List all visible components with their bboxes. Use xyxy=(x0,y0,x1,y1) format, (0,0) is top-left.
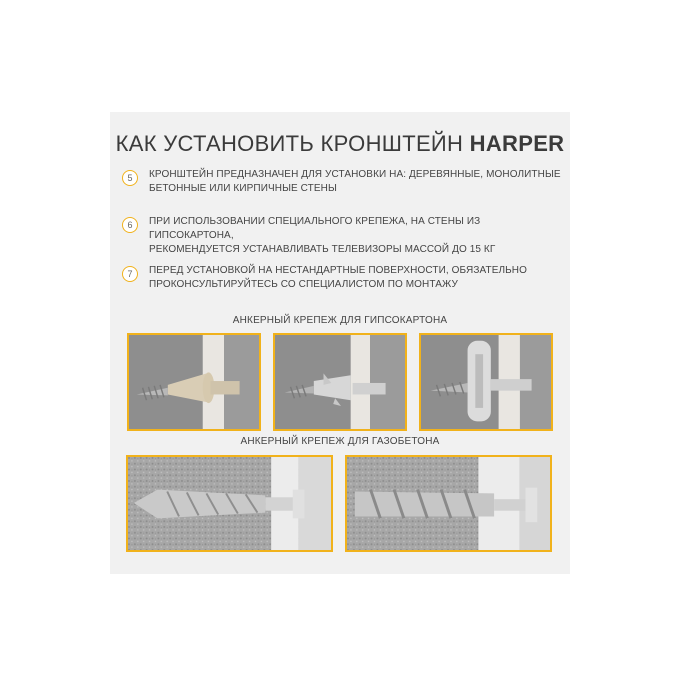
step-text: КРОНШТЕЙН ПРЕДНАЗНАЧЕН ДЛЯ УСТАНОВКИ НА: ДЕРЕВЯННЫЕ, МОНОЛИТНЫЕ БЕТОННЫЕ ИЛИ КИРПИЧНЫЕ СТЕНЫ xyxy=(149,169,561,194)
title-main: КАК УСТАНОВИТЬ КРОНШТЕЙН xyxy=(115,131,464,156)
step-number-badge: 7 xyxy=(122,266,138,282)
step-6 xyxy=(122,215,562,257)
step-number-badge: 5 xyxy=(122,170,138,186)
drywall-anchor-photo-1 xyxy=(127,333,261,431)
step-text: ПРИ ИСПОЛЬЗОВАНИИ СПЕЦИАЛЬНОГО КРЕПЕЖА, НА СТЕНЫ ИЗ ГИПСОКАРТОНА, РЕКОМЕНДУЕТСЯ УСТАНАВЛИВАТЬ ТЕЛЕВИЗОРЫ МАССОЙ ДО 15 КГ xyxy=(149,216,496,255)
aerated-concrete-anchor-photo-2 xyxy=(345,455,552,552)
drywall-anchor-photo-3 xyxy=(419,333,553,431)
aerated-concrete-section-label: АНКЕРНЫЙ КРЕПЕЖ ДЛЯ ГАЗОБЕТОНА xyxy=(240,436,440,447)
step-number-badge: 6 xyxy=(122,217,138,233)
step-7 xyxy=(122,264,562,292)
step-text: ПЕРЕД УСТАНОВКОЙ НА НЕСТАНДАРТНЫЕ ПОВЕРХНОСТИ, ОБЯЗАТЕЛЬНО ПРОКОНСУЛЬТИРУЙТЕСЬ СО СПЕЦИАЛИСТОМ ПО МОНТАЖУ xyxy=(149,265,527,290)
step-5 xyxy=(122,168,562,196)
page-title xyxy=(0,131,680,157)
aerated-concrete-anchor-photo-1 xyxy=(126,455,333,552)
drywall-section-label: АНКЕРНЫЙ КРЕПЕЖ ДЛЯ ГИПСОКАРТОНА xyxy=(232,315,448,326)
drywall-anchor-photo-2 xyxy=(273,333,407,431)
title-brand: HARPER xyxy=(469,131,565,156)
